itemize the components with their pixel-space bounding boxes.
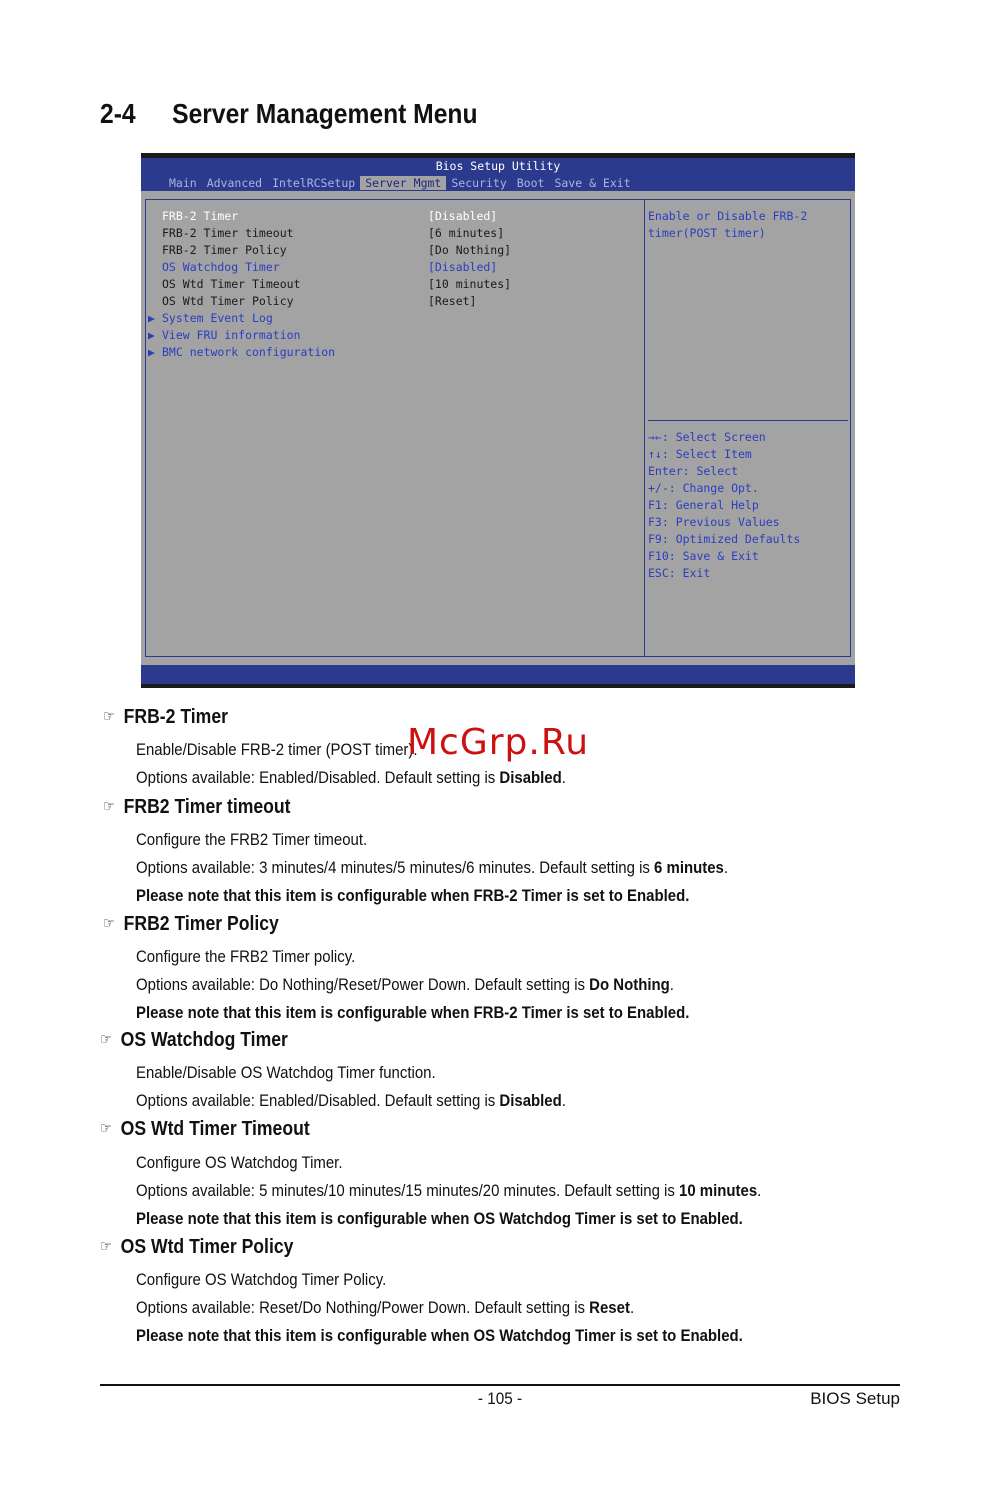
tab-server-mgmt[interactable]: Server Mgmt	[360, 176, 446, 190]
hand-pointer-icon: ☞	[100, 1031, 112, 1048]
submenu-label: View FRU information	[162, 328, 301, 342]
period: .	[669, 975, 674, 994]
default-value: Reset	[589, 1298, 630, 1317]
item-title: OS Watchdog Timer	[120, 1029, 288, 1051]
submenu-arrow-icon: ▶	[148, 328, 155, 342]
item-title: FRB2 Timer timeout	[123, 796, 291, 818]
watermark-text: McGrp.Ru	[407, 722, 590, 763]
period: .	[561, 768, 566, 787]
setting-label: FRB-2 Timer	[162, 209, 239, 223]
item-options	[136, 768, 566, 788]
setting-frb2-timer-timeout[interactable]	[162, 225, 505, 242]
bios-tab-bar	[164, 176, 636, 190]
item-description: Configure OS Watchdog Timer Policy.	[136, 1270, 387, 1289]
setting-value[interactable]: [Do Nothing]	[428, 243, 512, 257]
setting-frb2-timer[interactable]	[162, 208, 498, 225]
setting-label: OS Wtd Timer Timeout	[162, 277, 301, 291]
item-heading-os-wtd-timer-timeout	[100, 1118, 310, 1141]
tab-intelrcsetup[interactable]: IntelRCSetup	[272, 176, 356, 190]
hand-pointer-icon: ☞	[100, 1238, 112, 1255]
item-heading-os-watchdog-timer	[100, 1029, 288, 1052]
item-heading-frb2-timer	[103, 706, 228, 729]
key-change-opt: +/-: Change Opt.	[648, 481, 759, 495]
item-note: Please note that this item is configurable when OS Watchdog Timer is set to Enabled.	[136, 1209, 743, 1228]
submenu-view-fru-information[interactable]	[148, 327, 300, 344]
footer-section-name: BIOS Setup	[810, 1389, 900, 1408]
help-line: Enable or Disable FRB-2	[648, 209, 808, 223]
key-select-item: ↑↓: Select Item	[648, 447, 752, 461]
tab-main[interactable]: Main	[169, 176, 197, 190]
tab-advanced[interactable]: Advanced	[206, 176, 263, 190]
item-heading-frb2-timer-timeout	[103, 796, 291, 819]
setting-frb2-timer-policy[interactable]	[162, 242, 512, 259]
key-save-exit: F10: Save & Exit	[648, 549, 759, 563]
default-value: Disabled	[499, 768, 562, 787]
bios-divider-horizontal	[648, 420, 848, 421]
options-text: Options available: Reset/Do Nothing/Power Down. Default setting is	[136, 1298, 590, 1317]
help-text	[648, 208, 848, 242]
setting-label: FRB-2 Timer Policy	[162, 243, 287, 257]
setting-os-watchdog-timer[interactable]	[162, 259, 498, 276]
submenu-label: BMC network configuration	[162, 345, 336, 359]
key-esc-exit: ESC: Exit	[648, 566, 711, 580]
bios-screenshot	[141, 153, 855, 688]
setting-os-wtd-timer-policy[interactable]	[162, 293, 477, 310]
default-value: Disabled	[499, 1091, 562, 1110]
item-description: Configure the FRB2 Timer timeout.	[136, 830, 368, 849]
section-heading	[100, 98, 478, 130]
key-optimized-defaults: F9: Optimized Defaults	[648, 532, 801, 546]
period: .	[757, 1181, 762, 1200]
submenu-label: System Event Log	[162, 311, 273, 325]
setting-value[interactable]: [Reset]	[428, 294, 477, 308]
submenu-arrow-icon: ▶	[148, 345, 155, 359]
item-title: FRB-2 Timer	[123, 706, 228, 728]
setting-label: FRB-2 Timer timeout	[162, 226, 294, 240]
item-description: Enable/Disable OS Watchdog Timer function.	[136, 1063, 436, 1082]
item-heading-frb2-timer-policy	[103, 913, 279, 936]
item-note: Please note that this item is configurable when FRB-2 Timer is set to Enabled.	[136, 1003, 690, 1022]
period: .	[629, 1298, 635, 1317]
tab-security[interactable]: Security	[451, 176, 507, 190]
item-note: Please note that this item is configurable when FRB-2 Timer is set to Enabled.	[136, 886, 690, 905]
options-text: Options available: Enabled/Disabled. Default setting is	[136, 1091, 500, 1110]
item-options	[136, 1091, 566, 1111]
key-previous-values: F3: Previous Values	[648, 515, 780, 529]
hand-pointer-icon: ☞	[103, 915, 115, 932]
setting-value[interactable]: [10 minutes]	[428, 277, 512, 291]
item-heading-os-wtd-timer-policy	[100, 1236, 293, 1259]
bios-divider-vertical	[644, 199, 645, 657]
key-general-help: F1: General Help	[648, 498, 759, 512]
tab-boot[interactable]: Boot	[516, 176, 545, 190]
default-value: 10 minutes	[679, 1181, 758, 1200]
period: .	[561, 1091, 566, 1110]
submenu-system-event-log[interactable]	[148, 310, 273, 327]
section-number: 2-4	[100, 98, 136, 129]
options-text: Options available: 5 minutes/10 minutes/15 minutes/20 minutes. Default setting is	[136, 1181, 680, 1200]
setting-value[interactable]: [Disabled]	[428, 260, 498, 274]
setting-label: OS Watchdog Timer	[162, 260, 280, 274]
key-select-screen: →←: Select Screen	[648, 430, 766, 444]
bios-top-bar	[141, 153, 855, 158]
page-number: - 105 -	[477, 1389, 523, 1408]
options-text: Options available: Enabled/Disabled. Default setting is	[136, 768, 500, 787]
tab-save-exit[interactable]: Save & Exit	[554, 176, 631, 190]
setting-label: OS Wtd Timer Policy	[162, 294, 294, 308]
help-line: timer(POST timer)	[648, 226, 766, 240]
hand-pointer-icon: ☞	[100, 1120, 112, 1137]
item-description: Configure OS Watchdog Timer.	[136, 1153, 343, 1172]
item-note: Please note that this item is configurable when OS Watchdog Timer is set to Enabled.	[136, 1326, 743, 1345]
bios-bottom-band	[141, 665, 855, 684]
options-text: Options available: 3 minutes/4 minutes/5 minutes/6 minutes. Default setting is	[136, 858, 655, 877]
item-options	[136, 1181, 761, 1201]
period: .	[723, 858, 729, 877]
item-options	[136, 858, 728, 878]
default-value: Do Nothing	[589, 975, 670, 994]
hand-pointer-icon: ☞	[103, 708, 115, 725]
item-title: OS Wtd Timer Policy	[120, 1236, 294, 1258]
setting-value[interactable]: [6 minutes]	[428, 226, 505, 240]
item-options	[136, 975, 674, 995]
setting-value[interactable]: [Disabled]	[428, 209, 498, 223]
footer-rule	[100, 1384, 900, 1386]
setting-os-wtd-timer-timeout[interactable]	[162, 276, 512, 293]
item-options	[136, 1298, 634, 1318]
bios-title: Bios Setup Utility	[435, 159, 561, 173]
item-title: FRB2 Timer Policy	[123, 913, 279, 935]
item-description: Configure the FRB2 Timer policy.	[136, 947, 356, 966]
item-description: Enable/Disable FRB-2 timer (POST timer).	[136, 740, 418, 759]
submenu-bmc-network-configuration[interactable]	[148, 344, 335, 361]
default-value: 6 minutes	[654, 858, 724, 877]
key-enter-select: Enter: Select	[648, 464, 739, 478]
hand-pointer-icon: ☞	[103, 798, 115, 815]
section-title: Server Management Menu	[172, 98, 478, 129]
bios-bottom-bar	[141, 684, 855, 688]
submenu-arrow-icon: ▶	[148, 311, 155, 325]
key-legend	[648, 429, 848, 582]
options-text: Options available: Do Nothing/Reset/Power Down. Default setting is	[136, 975, 590, 994]
item-title: OS Wtd Timer Timeout	[120, 1118, 310, 1140]
